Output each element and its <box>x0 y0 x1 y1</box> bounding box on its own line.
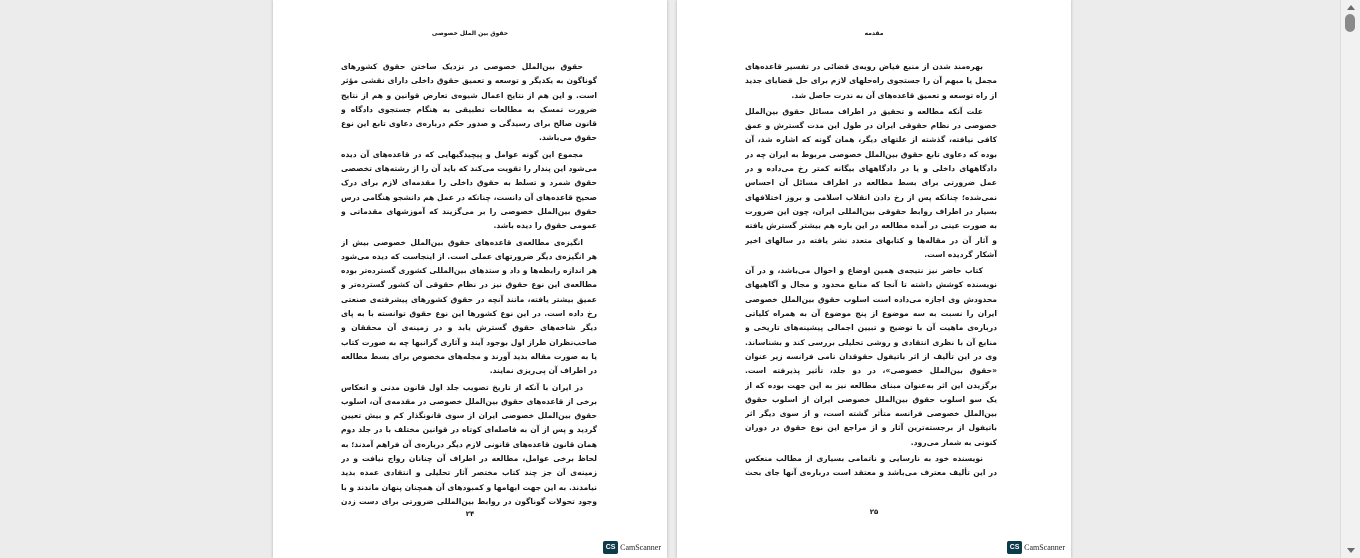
camscanner-watermark <box>1007 540 1065 554</box>
page-body <box>745 60 997 480</box>
paragraph: حقوق بین‌الملل خصوصی در نزدیک ساختن حقوق کشورهای گوناگون به یکدیگر و توسعه و تعمیق حقوق داخلی دارای نقشی مؤثر است. و این هم از نتایج اعمال شیوه‌ی تعارض قوانین و هم از نتایج ضرورت تمسک به مطالعات تطبیقی به هنگام جستجوی دادگاه و قانون صالح برای رسیدگی و صدور حکم درباره‌ی دعاوی تابع این نوع حقوق می‌باشد. <box>341 62 597 143</box>
camscanner-label: CamScanner <box>620 542 661 552</box>
scrollbar-thumb[interactable] <box>1345 14 1355 32</box>
paragraph: نویسنده خود به نارسایی و ناتمامی بسیاری از مطالب منعکس در این تألیف معترف می‌باشد و معتقد است درباره‌ی آنها جای بحث <box>745 454 997 478</box>
camscanner-logo-icon: CS <box>603 541 618 554</box>
page-body <box>341 60 597 508</box>
paragraph: در ایران با آنکه از تاریخ تصویب جلد اول قانون مدنی و انعکاس برخی از قاعده‌های حقوق بین‌الملل خصوصی در مقدمه‌ی آن، اسلوب حقوق بین‌الملل خصوصی ایران از سوی قانونگذار کم و بیش تعیین گردید و پس از آن به فاصله‌ای کوتاه در قوانین مختلف با در جلد دوم همان قانون قاعده‌های قانونی لازم دیگر درباره‌ی آن فراهم آمدند؛ به لحاظ برخی عوامل، مطالعه در اطراف آن چنانان رواج نیافت و در زمینه‌ی آن جز چند کتاب مختصر آثار تحلیلی و انتقادی عمده بدید نیامدند. به این جهت ابهامها و کمبودهای آن همچنان پنهان ماندند و با وجود تحولات گوناگون در روابط بین‌المللی ضرورتی برای دست زدن <box>341 382 597 506</box>
scroll-down-arrow-icon[interactable] <box>1347 548 1355 553</box>
paragraph: کتاب حاضر نیز نتیجه‌ی همین اوضاع و احوال می‌باشد، و در آن نویسنده کوشش داشته تا آنجا که منابع محدود و مجال و آگاهیهای محدودش وی اجازه می‌داده است اسلوب حقوق بین‌الملل خصوصی ایران را نسبت به سه موضوع از پنج موضوع آن به همراه کلیاتی درباره‌ی ماهیت آن با توضیح و تبیین اجمالی پیشینه‌های تاریخی و منابع آن با نظری انتقادی و روشی تحلیلی بررسی کند و بشناساند. وی در این تألیف از اثر باتیفول حقوقدان نامی فرانسه زیر عنوان «حقوق بین‌الملل خصوصی»، در دو جلد، تأثیر پذیرفته است. برگزیدن این اثر به‌عنوان مبنای مطالعه نیز به این جهت بوده که از یک سو اسلوب حقوق بین‌الملل خصوصی ایران از اسلوب حقوق بین‌الملل خصوصی فرانسه متأثر گشته است، و از سوی دیگر اثر باتیفول از برجسته‌ترین آثار و از مراجع این نوع حقوق در دوران کنونی به شمار می‌رود. <box>745 266 997 447</box>
page-25 <box>677 0 1071 558</box>
page-24 <box>273 0 667 558</box>
camscanner-logo-icon: CS <box>1007 541 1022 554</box>
page-number: ۲۵ <box>869 508 879 516</box>
paragraph: علت آنکه مطالعه و تحقیق در اطراف مسائل حقوق بین‌الملل خصوصی در نظام حقوقی ایران در طول این مدت گسترش و عمق کافی نیافته، گذشته از علتهای دیگر، همان گونه که اشاره شد، آن بوده که دعاوی تابع حقوق بین‌الملل خصوصی مربوط به ایران چه در دادگاههای داخلی و یا در دادگاههای بیگانه کمتر رخ می‌داده و در عمل ضرورتی برای بسط مطالعه در اطراف مسائل آن احساس نمی‌شده؛ چنانکه پس از رخ دادن انقلاب اسلامی و بروز اختلافهای بسیار در اطراف روابط حقوقی بین‌المللی ایران، چون این ضرورت به صورت عینی در آمده مطالعه در این باره هم بیشتر گسترش یافته و آثار آن در مقاله‌ها و کتابهای متعدد نشر یافته در سالهای اخیر آشکار گردیده است. <box>745 106 997 259</box>
camscanner-watermark <box>603 540 661 554</box>
paragraph: بهره‌مند شدن از منبع فیاض رویه‌ی قضائی در تفسیر قاعده‌های مجمل یا مبهم آن را جستجوی راه‌حلهای لازم برای حل قضایای جدید از راه توسعه و تعمیق قاعده‌های آن به ندرت حاصل شد. <box>745 62 997 100</box>
paragraph: مجموع این گونه عوامل و پیچیدگیهایی که در قاعده‌های آن دیده می‌شود این پندار را تقویت می‌کند که باید آن را از رشته‌های تخصصی حقوق شمرد و تسلط به حقوق داخلی را مقدمه‌ای لازم برای درک صحیح قاعده‌های آن دانست، چنانکه در عمل هم دانشجو هنگامی درس حقوق بین‌الملل خصوصی را بر می‌گزیند که آموزشهای مقدماتی و عمومی حقوق را دیده باشد. <box>341 149 597 231</box>
paragraph: انگیزه‌ی مطالعه‌ی قاعده‌های حقوق بین‌الملل خصوصی بیش از هر انگیزه‌ی دیگر ضرورتهای عملی است. از اینجاست که دیده می‌شود هر اندازه رابطه‌ها و داد و ستدهای بین‌المللی کشوری گسترده‌تر بوده مطالعه‌ی این نوع حقوق نیز در نظام حقوقی آن کشور گسترده‌تر و عمیق بیشتر یافته، مانند آنچه در حقوق کشورهای پیشرفته‌ی صنعتی رخ داده است. در این نوع کشورها این نوع حقوق توانسته با به پای دیگر شاخه‌های حقوق گسترش یابد و در زمینه‌ی آن محققان و صاحب‌نظران طراز اول بوجود آیند و آثاری گرانبها چه به صورت کتاب یا به صورت مقاله بدید آورند و مجله‌های مخصوص برای بسط مطالعه در اطراف آن پی‌ریزی نمایند. <box>341 237 597 376</box>
scroll-up-arrow-icon[interactable] <box>1347 5 1355 10</box>
camscanner-label: CamScanner <box>1024 542 1065 552</box>
page-number: ۲۴ <box>465 510 475 518</box>
vertical-scrollbar[interactable] <box>1340 0 1360 558</box>
page-header: مقدمه <box>864 30 884 37</box>
page-header: حقوق بین الملل خصوصی <box>431 30 509 37</box>
